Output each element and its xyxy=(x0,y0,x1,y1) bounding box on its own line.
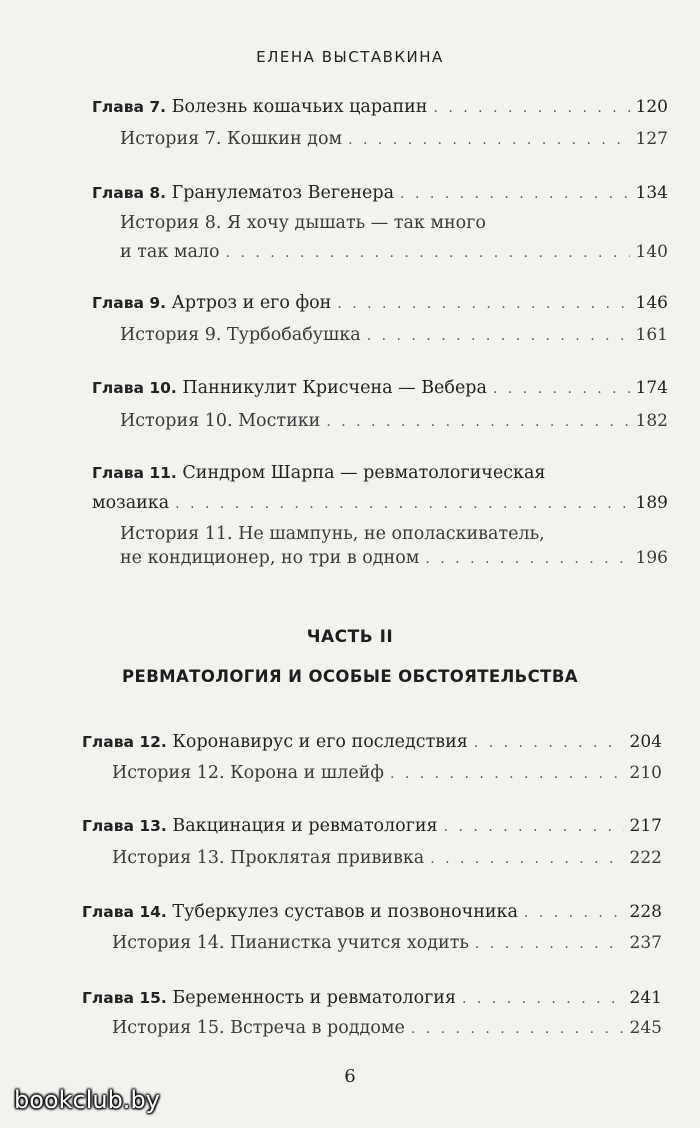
story-title-line: История 8. Я хочу дышать — так много xyxy=(120,213,486,233)
story-title-cont: не кондиционер, но три в одном xyxy=(120,548,420,568)
dot-leader xyxy=(444,816,624,838)
chapter-label: Глава 10. xyxy=(92,379,177,397)
chapter-label: Глава 12. xyxy=(82,733,167,751)
dot-leader xyxy=(400,183,630,205)
page-ref: 217 xyxy=(629,816,662,836)
story-title: История 9. Турбобабушка xyxy=(120,325,361,345)
toc-chapter-12 xyxy=(82,731,662,754)
chapter-title-cont: мозаика xyxy=(92,493,170,513)
page-ref: 146 xyxy=(635,293,668,313)
chapter-title: Туберкулез суставов и позвоночника xyxy=(172,902,518,922)
chapter-title: Коронавирус и его последствия xyxy=(172,732,468,752)
toc-story-12 xyxy=(112,762,662,785)
chapter-title: Панникулит Крисчена — Вебера xyxy=(182,378,487,398)
chapter-label: Глава 15. xyxy=(82,989,167,1007)
page-number: 6 xyxy=(344,1066,356,1087)
dot-leader xyxy=(474,732,624,754)
page-ref: 245 xyxy=(629,1018,662,1038)
dot-leader xyxy=(326,411,629,433)
toc-story-7 xyxy=(120,128,668,151)
page-ref: 196 xyxy=(635,548,668,568)
page-ref: 120 xyxy=(635,97,668,117)
chapter-title: Вакцинация и ревматология xyxy=(172,816,438,836)
dot-leader xyxy=(226,242,630,264)
dot-leader xyxy=(430,848,623,870)
chapter-label: Глава 11. xyxy=(92,464,177,482)
site-watermark: bookclub.by xyxy=(14,1086,160,1114)
dot-leader xyxy=(390,763,624,785)
dot-leader xyxy=(348,129,629,151)
chapter-label: Глава 14. xyxy=(82,903,167,921)
toc-chapter-11 xyxy=(92,492,668,515)
page-ref: 237 xyxy=(629,933,662,953)
dot-leader xyxy=(425,548,629,570)
page-ref: 174 xyxy=(635,378,668,398)
toc-chapter-7 xyxy=(92,96,668,119)
toc-chapter-10 xyxy=(92,377,668,400)
toc-chapter-13 xyxy=(82,815,662,838)
chapter-title: Гранулематоз Вегенера xyxy=(171,183,395,203)
toc-story-15 xyxy=(112,1017,662,1040)
dot-leader xyxy=(493,378,630,400)
dot-leader xyxy=(462,988,624,1010)
part-title: РЕВМАТОЛОГИЯ И ОСОБЫЕ ОБСТОЯТЕЛЬСТВА xyxy=(122,667,578,686)
page-ref: 222 xyxy=(629,848,662,868)
chapter-label: Глава 13. xyxy=(82,817,167,835)
chapter-title: Артроз и его фон xyxy=(171,293,332,313)
page-ref: 241 xyxy=(629,988,662,1008)
story-title: История 15. Встреча в роддоме xyxy=(112,1018,405,1038)
page-ref: 189 xyxy=(635,493,668,513)
story-title: История 13. Проклятая прививка xyxy=(112,848,425,868)
dot-leader xyxy=(367,325,630,347)
toc-story-11 xyxy=(120,547,668,570)
chapter-label: Глава 8. xyxy=(92,184,167,202)
page-ref: 210 xyxy=(629,763,662,783)
chapter-label: Глава 7. xyxy=(92,98,167,116)
toc-story-10 xyxy=(120,410,668,433)
chapter-title: Болезнь кошачьих царапин xyxy=(171,97,428,117)
page-ref: 161 xyxy=(635,325,668,345)
page-ref: 127 xyxy=(635,129,668,149)
toc-chapter-15 xyxy=(82,987,662,1010)
toc-story-8 xyxy=(120,241,668,264)
toc-chapter-14 xyxy=(82,901,662,924)
dot-leader xyxy=(175,493,629,515)
toc-chapter-8 xyxy=(92,182,668,205)
dot-leader xyxy=(411,1018,624,1040)
toc-chapter-9 xyxy=(92,292,668,315)
toc-chapter-11-line1 xyxy=(92,462,545,484)
story-title: История 12. Корона и шлейф xyxy=(112,763,384,783)
page-ref: 228 xyxy=(629,902,662,922)
page-ref: 182 xyxy=(635,411,668,431)
story-title: История 14. Пианистка учится ходить xyxy=(112,933,469,953)
story-title: История 7. Кошкин дом xyxy=(120,129,343,149)
page-ref: 204 xyxy=(629,732,662,752)
dot-leader xyxy=(475,933,624,955)
story-title-cont: и так мало xyxy=(120,242,220,262)
toc-story-9 xyxy=(120,324,668,347)
dot-leader xyxy=(524,902,624,924)
chapter-title: Беременность и ревматология xyxy=(172,988,456,1008)
chapter-title: Синдром Шарпа — ревматологическая xyxy=(182,463,546,483)
story-title-line: История 11. Не шампунь, не ополаскиватель, xyxy=(120,524,545,544)
part-number: ЧАСТЬ II xyxy=(306,627,394,647)
dot-leader xyxy=(337,293,629,315)
toc-story-13 xyxy=(112,847,662,870)
chapter-label: Глава 9. xyxy=(92,294,167,312)
dot-leader xyxy=(433,97,629,119)
story-title: История 10. Мостики xyxy=(120,411,321,431)
page-ref: 134 xyxy=(635,183,668,203)
page-ref: 140 xyxy=(635,242,668,262)
running-header: ЕЛЕНА ВЫСТАВКИНА xyxy=(256,48,444,66)
toc-story-14 xyxy=(112,932,662,955)
